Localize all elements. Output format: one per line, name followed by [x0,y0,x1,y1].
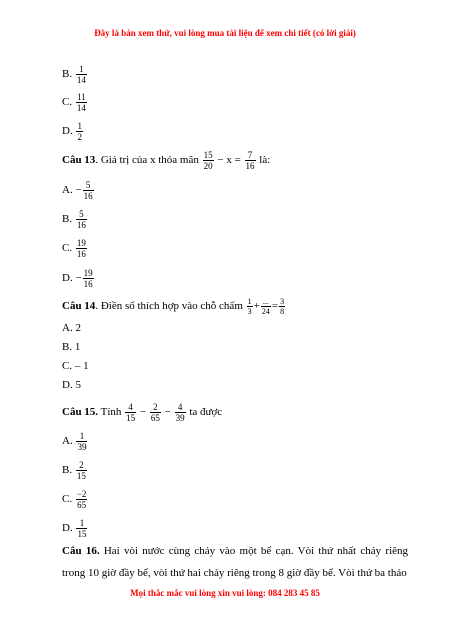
q13-option-d [62,268,95,289]
contact-banner: Mọi thắc mắc vui lòng xin vui lòng: 084 283 45 85 [130,588,320,598]
q15-question [62,402,222,423]
q14-question [62,297,286,316]
option-label: B. [62,464,73,477]
fraction: $\frac{19}{16}$ [76,238,86,259]
question-tail: là: [259,154,271,167]
fraction: $\frac{-2}{65}$ [76,489,87,510]
option-label: B. [62,213,73,226]
q16-line-1: Câu 16. Hai vòi nước cùng chảy vào một bể cạn. Vòi thứ nhất chảy riêng [62,545,409,557]
operator: − [164,406,171,419]
question-text: . Điền số thích hợp vào chỗ chấm [95,300,243,313]
question-number: Câu 13 [62,154,96,167]
fraction: $\frac{2}{15}$ [76,460,86,481]
option-label: C. [62,493,73,506]
q15-option-d [62,518,88,539]
fraction: $\frac{5}{16}$ [83,180,93,201]
option-label: A. [62,435,73,448]
question-text: Tính [100,406,122,419]
option-value: 5 [75,379,81,391]
option-value: 2 [75,322,81,334]
option-label: C. [62,242,73,255]
option-label: B. [62,341,73,353]
q13-question [62,150,270,171]
operator: − x = [217,154,241,167]
fraction: $\frac{4}{15}$ [126,402,136,423]
q14-option-b [62,341,80,353]
question-number: Câu 15. [62,406,99,419]
q15-option-b [62,460,88,481]
fraction: ... 24 [261,297,270,316]
fraction: $\frac{2}{65}$ [150,402,160,423]
fraction: $\frac{7}{16}$ [245,150,255,171]
option-value: – 1 [74,360,89,372]
option-label: B. [62,68,73,81]
fraction: $\frac{3}{8}$ [280,297,285,316]
q12-option-c [62,92,88,113]
q16-question [62,540,408,584]
fraction: $\frac{1}{14}$ [76,64,86,85]
option-value: 1 [74,341,81,353]
question-number: Câu 16. [62,545,100,557]
question-tail: ta được [189,406,223,419]
q12-option-d [62,121,84,142]
option-label: A. [62,322,73,334]
operator: − [139,406,147,419]
operator: + [253,300,260,313]
fraction: $\frac{11}{14}$ [76,92,86,113]
option-label: A. [62,184,73,197]
q13-option-b [62,209,88,230]
fraction: $\frac{19}{16}$ [83,268,93,289]
fraction: $\frac{1}{15}$ [77,518,87,539]
fraction: $\frac{1}{39}$ [77,431,87,452]
q15-option-a [62,431,88,452]
fraction: $\frac{5}{16}$ [76,209,86,230]
sign: − [75,272,82,285]
option-label: D. [62,522,73,535]
q13-option-a [62,180,95,201]
operator: = [271,300,279,313]
fraction: $\frac{1}{3}$ [247,297,252,316]
fraction: $\frac{1}{2}$ [77,121,82,142]
q13-option-c [62,238,88,259]
fraction: $\frac{15}{20}$ [203,150,213,171]
preview-banner: Đây là bản xem thử, vui lòng mua tài liệu để xem chi tiết (có lời giải) [94,28,356,38]
question-number: Câu 14 [62,300,96,313]
option-label: C. [62,96,73,109]
sign: − [75,184,82,197]
q12-option-b [62,64,88,85]
option-label: D. [62,272,73,285]
q16-line-2: trong 10 giờ đầy bể, vòi thứ hai chảy riêng trong 8 giờ đầy bể. Vòi thứ ba tháo [62,567,407,579]
option-label: D. [62,379,73,391]
q14-option-a [62,322,81,334]
q15-option-c [62,489,88,510]
question-text: . Giá trị của x thỏa mãn [95,154,199,167]
q14-option-c [62,360,89,372]
fraction: $\frac{4}{39}$ [175,402,185,423]
option-label: D. [62,125,73,138]
option-label: C. [62,360,73,372]
q14-option-d [62,379,81,391]
